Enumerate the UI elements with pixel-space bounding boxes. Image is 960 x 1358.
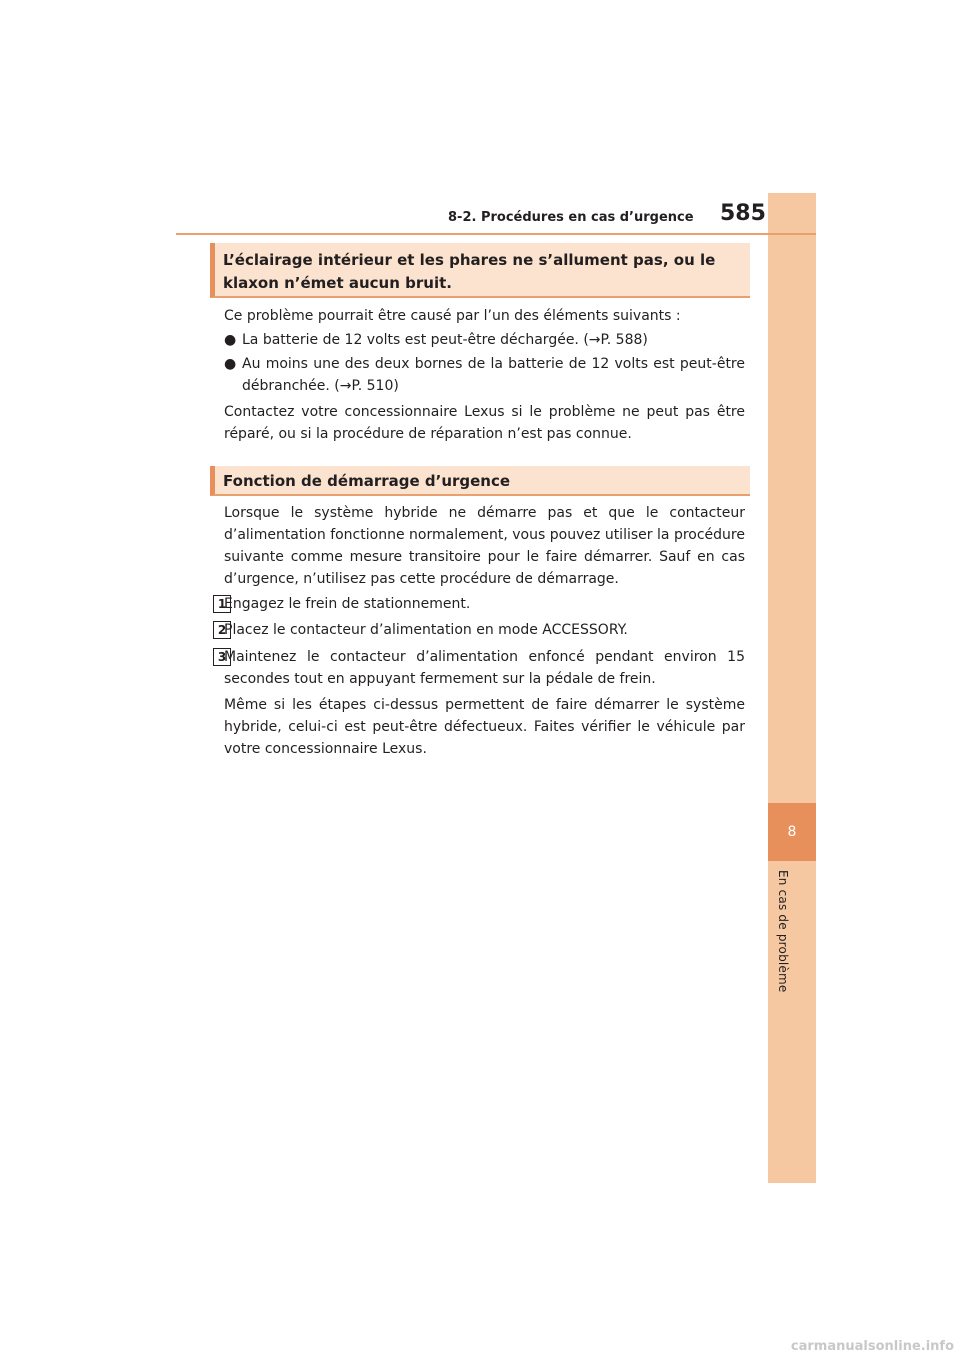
list-item: [224, 353, 745, 397]
step-number-badge: 1: [213, 595, 231, 613]
bullet-text: Au moins une des deux bornes de la batterie de 12 volts est peut-être débranchée. (→P. 510): [242, 356, 745, 394]
section-heading-box-1: [210, 243, 750, 298]
chapter-number: 8: [787, 824, 797, 840]
step-row: [224, 646, 745, 690]
section-label: 8-2. Procédures en cas d’urgence: [448, 210, 694, 225]
section-heading-1: L’éclairage intérieur et les phares ne s’allument pas, ou le klaxon n’émet aucun bruit.: [223, 251, 716, 292]
section-2-intro: Lorsque le système hybride ne démarre pas et que le contacteur d’alimentation fonctionne normalement, vous pouvez utiliser la procédure suivante comme mesure transitoire pour le faire démarrer. Sauf en cas d’urgence, n’utilisez pas cette procédure de démarrage.: [224, 505, 745, 587]
section-1-intro: Ce problème pourrait être causé par l’un des éléments suivants :: [224, 308, 681, 324]
section-heading-2: Fonction de démarrage d’urgence: [223, 472, 511, 490]
step-text: Maintenez le contacteur d’alimentation enfoncé pendant environ 15 secondes tout en appuyant fermement sur la pédale de frein.: [224, 649, 745, 687]
step-number-badge: 3: [213, 648, 231, 666]
step-row: [224, 593, 745, 615]
section-1-body: [224, 305, 745, 445]
section-2-closing-block: [224, 694, 745, 760]
chapter-side-strip: [768, 193, 816, 1183]
bullet-icon: ●: [224, 332, 237, 348]
list-item: [224, 329, 745, 351]
chapter-number-tab: [768, 803, 816, 861]
watermark: carmanualsonline.info: [790, 1339, 954, 1354]
step-text: Engagez le frein de stationnement.: [224, 596, 471, 612]
section-1-closing: Contactez votre concessionnaire Lexus si le problème ne peut pas être réparé, ou si la procédure de réparation n’est pas connue.: [224, 404, 745, 442]
page-number: 585: [720, 201, 766, 226]
step-text: Placez le contacteur d’alimentation en mode ACCESSORY.: [224, 622, 628, 638]
step-row: [224, 619, 745, 641]
chapter-title: En cas de problème: [776, 870, 790, 993]
section-2-closing: Même si les étapes ci-dessus permettent de faire démarrer le système hybride, celui-ci est peut-être défectueux. Faites vérifier le véhicule par votre concessionnaire Lexus.: [224, 697, 745, 757]
bullet-text: La batterie de 12 volts est peut-être déchargée. (→P. 588): [242, 332, 648, 348]
section-heading-box-2: [210, 466, 750, 496]
section-2-body: [224, 502, 745, 590]
step-number-badge: 2: [213, 621, 231, 639]
bullet-icon: ●: [224, 356, 237, 372]
header-rule: [176, 233, 816, 235]
